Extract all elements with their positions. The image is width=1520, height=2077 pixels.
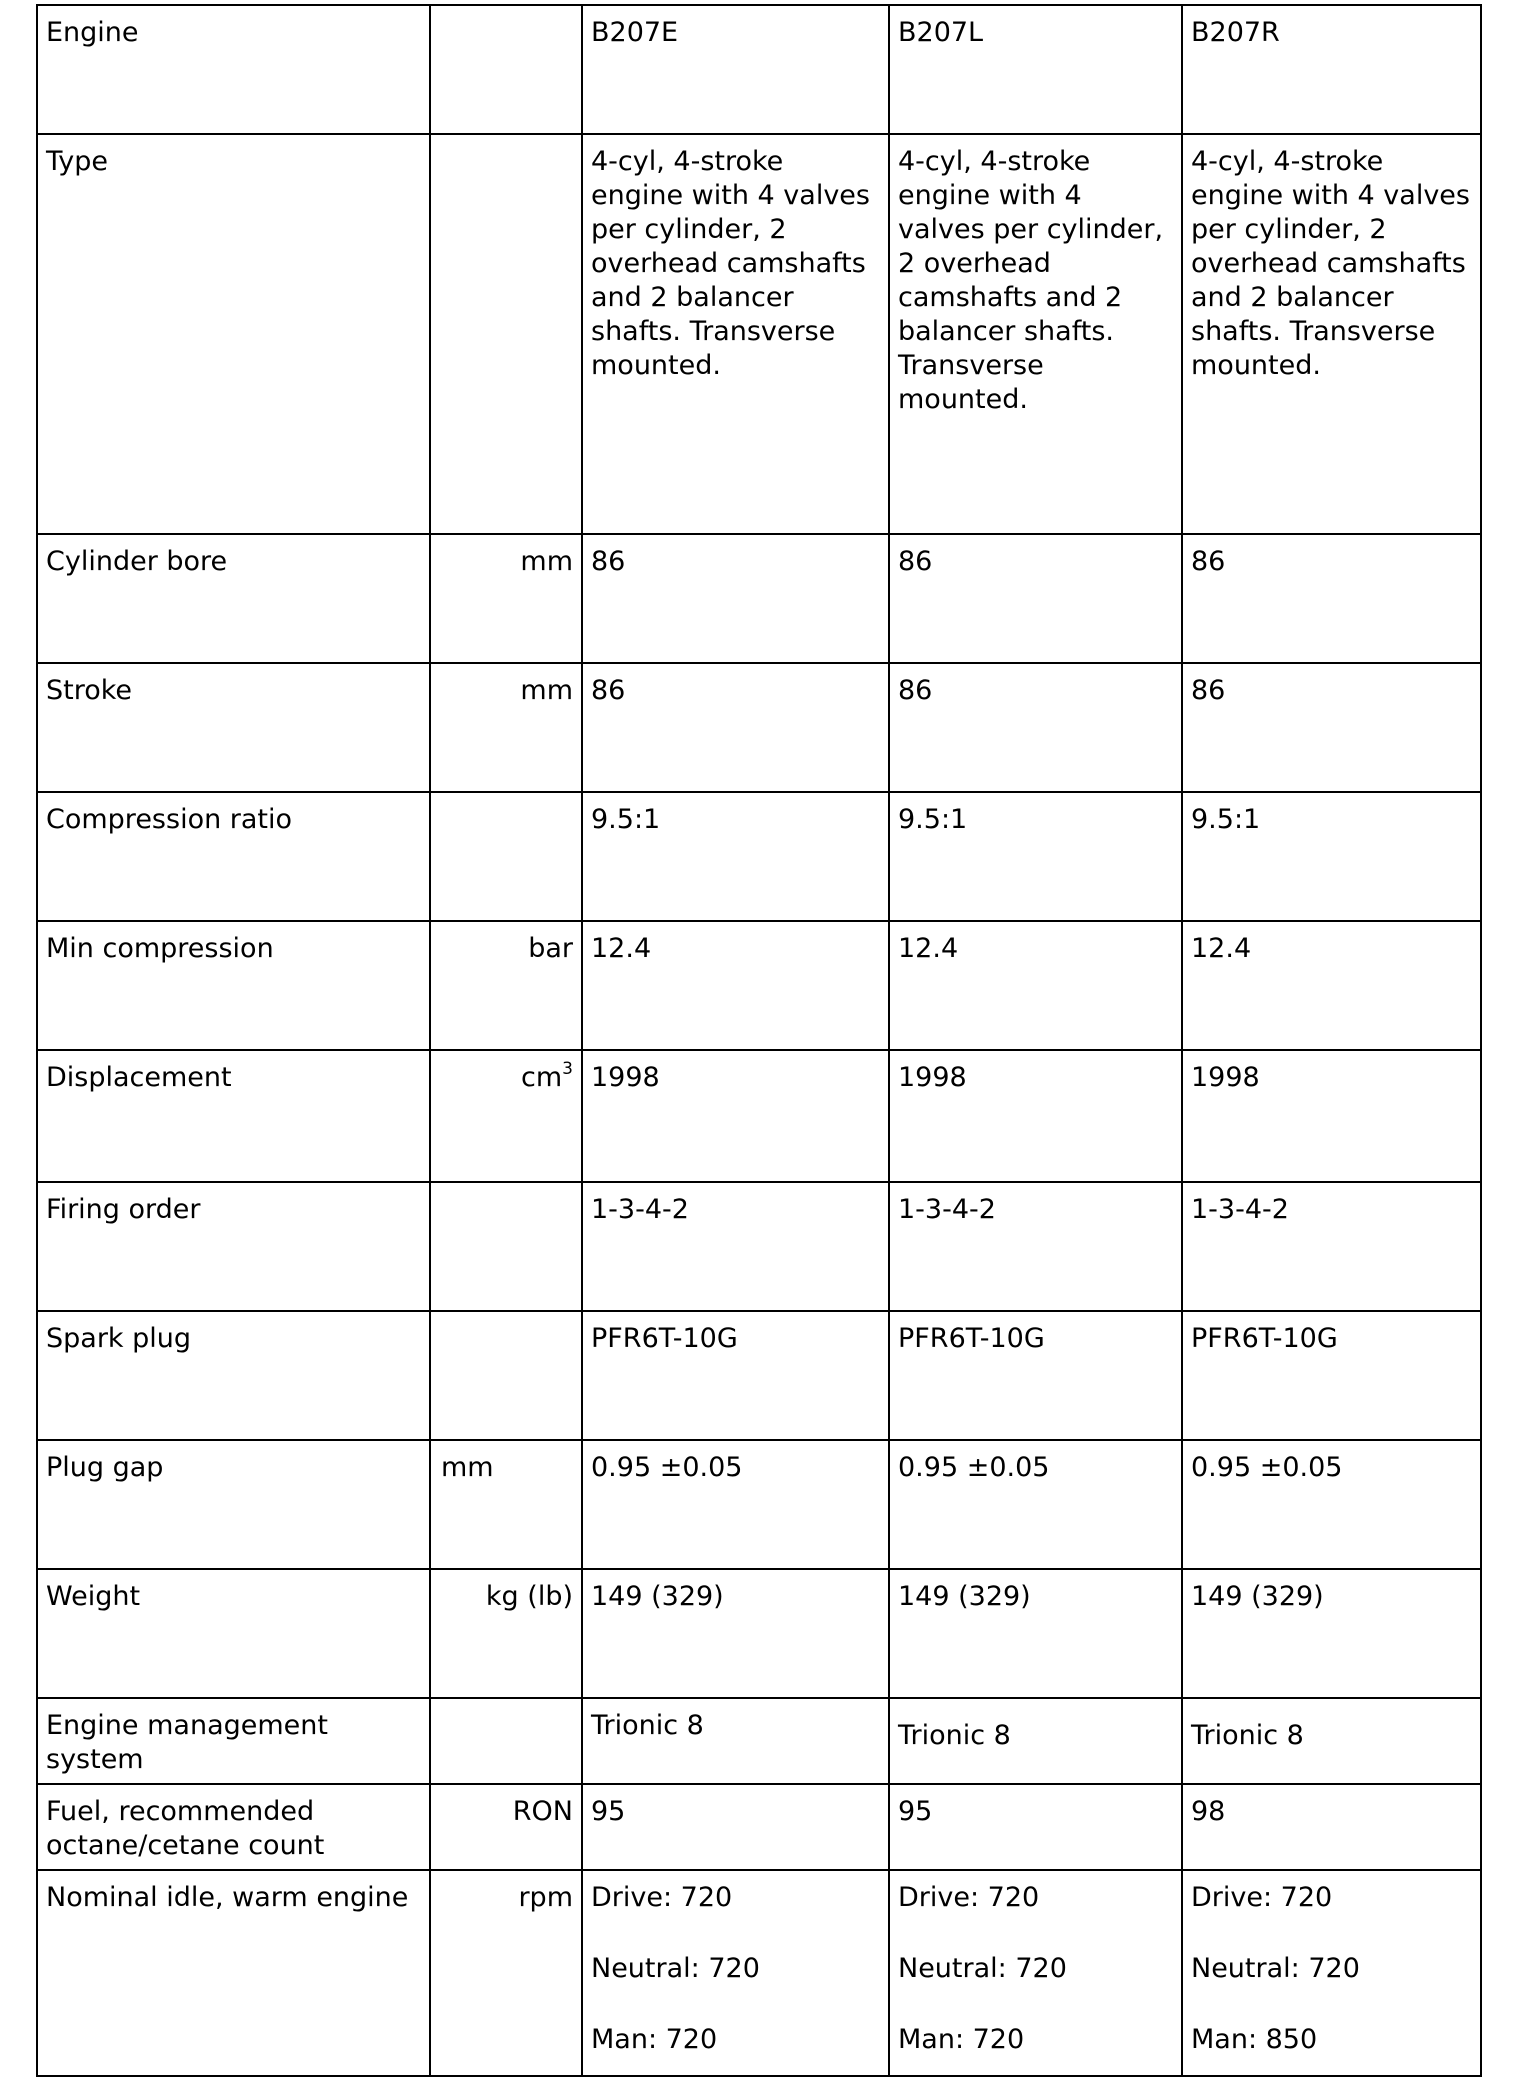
stroke-b207e: 86 xyxy=(582,663,889,792)
fuel-label: Fuel, recommended octane/cetane count xyxy=(37,1784,430,1870)
header-b207l: B207L xyxy=(889,5,1182,134)
displacement-b207l: 1998 xyxy=(889,1050,1182,1182)
idle-b207r-drive: Drive: 720 xyxy=(1191,1882,1333,1913)
bore-b207e: 86 xyxy=(582,534,889,663)
idle-b207r-man: Man: 850 xyxy=(1191,2024,1318,2055)
firing-order-b207e: 1-3-4-2 xyxy=(582,1182,889,1311)
stroke-b207l: 86 xyxy=(889,663,1182,792)
idle-unit: rpm xyxy=(430,1870,582,2076)
row-min-compression xyxy=(37,921,1481,1050)
row-weight xyxy=(37,1569,1481,1698)
management-unit xyxy=(430,1698,582,1784)
row-spark-plug xyxy=(37,1311,1481,1440)
weight-label: Weight xyxy=(37,1569,430,1698)
idle-b207e xyxy=(582,1870,889,2076)
row-nominal-idle xyxy=(37,1870,1481,2076)
header-b207e: B207E xyxy=(582,5,889,134)
row-stroke xyxy=(37,663,1481,792)
stroke-unit: mm xyxy=(430,663,582,792)
idle-b207r xyxy=(1182,1870,1481,2076)
compression-ratio-label: Compression ratio xyxy=(37,792,430,921)
header-unit-cell xyxy=(430,5,582,134)
weight-b207r: 149 (329) xyxy=(1182,1569,1481,1698)
weight-b207e: 149 (329) xyxy=(582,1569,889,1698)
displacement-unit-base: cm xyxy=(521,1062,563,1093)
min-compression-unit: bar xyxy=(430,921,582,1050)
header-engine-label: Engine xyxy=(37,5,430,134)
displacement-unit xyxy=(430,1050,582,1182)
firing-order-unit xyxy=(430,1182,582,1311)
min-compression-b207r: 12.4 xyxy=(1182,921,1481,1050)
idle-b207e-man: Man: 720 xyxy=(591,2024,718,2055)
spark-plug-b207e: PFR6T-10G xyxy=(582,1311,889,1440)
stroke-label: Stroke xyxy=(37,663,430,792)
type-b207e: 4-cyl, 4-stroke engine with 4 valves per cylinder, 2 overhead camshafts and 2 balancer shafts. Transverse mounted. xyxy=(582,134,889,534)
idle-b207l-neutral: Neutral: 720 xyxy=(898,1953,1067,1984)
fuel-b207r: 98 xyxy=(1182,1784,1481,1870)
compression-ratio-b207r: 9.5:1 xyxy=(1182,792,1481,921)
displacement-label: Displacement xyxy=(37,1050,430,1182)
management-b207r xyxy=(1182,1698,1481,1784)
row-firing-order xyxy=(37,1182,1481,1311)
weight-b207l: 149 (329) xyxy=(889,1569,1182,1698)
row-fuel xyxy=(37,1784,1481,1870)
idle-b207e-drive: Drive: 720 xyxy=(591,1882,733,1913)
spark-plug-b207r: PFR6T-10G xyxy=(1182,1311,1481,1440)
idle-b207e-neutral: Neutral: 720 xyxy=(591,1953,760,1984)
compression-ratio-unit xyxy=(430,792,582,921)
min-compression-label: Min compression xyxy=(37,921,430,1050)
displacement-b207e: 1998 xyxy=(582,1050,889,1182)
management-b207r-text: Trionic 8 xyxy=(1191,1720,1304,1751)
idle-b207l xyxy=(889,1870,1182,2076)
row-cylinder-bore xyxy=(37,534,1481,663)
row-type xyxy=(37,134,1481,534)
management-b207l xyxy=(889,1698,1182,1784)
firing-order-label: Firing order xyxy=(37,1182,430,1311)
idle-b207l-drive: Drive: 720 xyxy=(898,1882,1040,1913)
row-displacement xyxy=(37,1050,1481,1182)
firing-order-b207l: 1-3-4-2 xyxy=(889,1182,1182,1311)
idle-b207r-neutral: Neutral: 720 xyxy=(1191,1953,1360,1984)
plug-gap-b207l: 0.95 ±0.05 xyxy=(889,1440,1182,1569)
management-b207l-text: Trionic 8 xyxy=(898,1720,1011,1751)
displacement-unit-superscript: 3 xyxy=(562,1059,573,1079)
bore-label: Cylinder bore xyxy=(37,534,430,663)
row-plug-gap xyxy=(37,1440,1481,1569)
fuel-b207e: 95 xyxy=(582,1784,889,1870)
spark-plug-b207l: PFR6T-10G xyxy=(889,1311,1182,1440)
spark-plug-unit xyxy=(430,1311,582,1440)
idle-label: Nominal idle, warm engine xyxy=(37,1870,430,2076)
bore-b207l: 86 xyxy=(889,534,1182,663)
row-compression-ratio xyxy=(37,792,1481,921)
weight-unit: kg (lb) xyxy=(430,1569,582,1698)
displacement-b207r: 1998 xyxy=(1182,1050,1481,1182)
compression-ratio-b207e: 9.5:1 xyxy=(582,792,889,921)
idle-b207l-man: Man: 720 xyxy=(898,2024,1025,2055)
stroke-b207r: 86 xyxy=(1182,663,1481,792)
min-compression-b207l: 12.4 xyxy=(889,921,1182,1050)
fuel-unit: RON xyxy=(430,1784,582,1870)
fuel-b207l: 95 xyxy=(889,1784,1182,1870)
plug-gap-b207e: 0.95 ±0.05 xyxy=(582,1440,889,1569)
plug-gap-unit: mm xyxy=(430,1440,582,1569)
row-engine-management xyxy=(37,1698,1481,1784)
type-label: Type xyxy=(37,134,430,534)
min-compression-b207e: 12.4 xyxy=(582,921,889,1050)
plug-gap-label: Plug gap xyxy=(37,1440,430,1569)
engine-spec-table xyxy=(36,4,1482,2077)
bore-unit: mm xyxy=(430,534,582,663)
compression-ratio-b207l: 9.5:1 xyxy=(889,792,1182,921)
header-b207r: B207R xyxy=(1182,5,1481,134)
plug-gap-b207r: 0.95 ±0.05 xyxy=(1182,1440,1481,1569)
header-row xyxy=(37,5,1481,134)
type-b207r: 4-cyl, 4-stroke engine with 4 valves per cylinder, 2 overhead camshafts and 2 balancer shafts. Transverse mounted. xyxy=(1182,134,1481,534)
firing-order-b207r: 1-3-4-2 xyxy=(1182,1182,1481,1311)
type-b207l: 4-cyl, 4-stroke engine with 4 valves per cylinder, 2 overhead camshafts and 2 balancer shafts. Transverse mounted. xyxy=(889,134,1182,534)
bore-b207r: 86 xyxy=(1182,534,1481,663)
type-unit xyxy=(430,134,582,534)
management-b207e: Trionic 8 xyxy=(582,1698,889,1784)
spark-plug-label: Spark plug xyxy=(37,1311,430,1440)
management-label: Engine management system xyxy=(37,1698,430,1784)
